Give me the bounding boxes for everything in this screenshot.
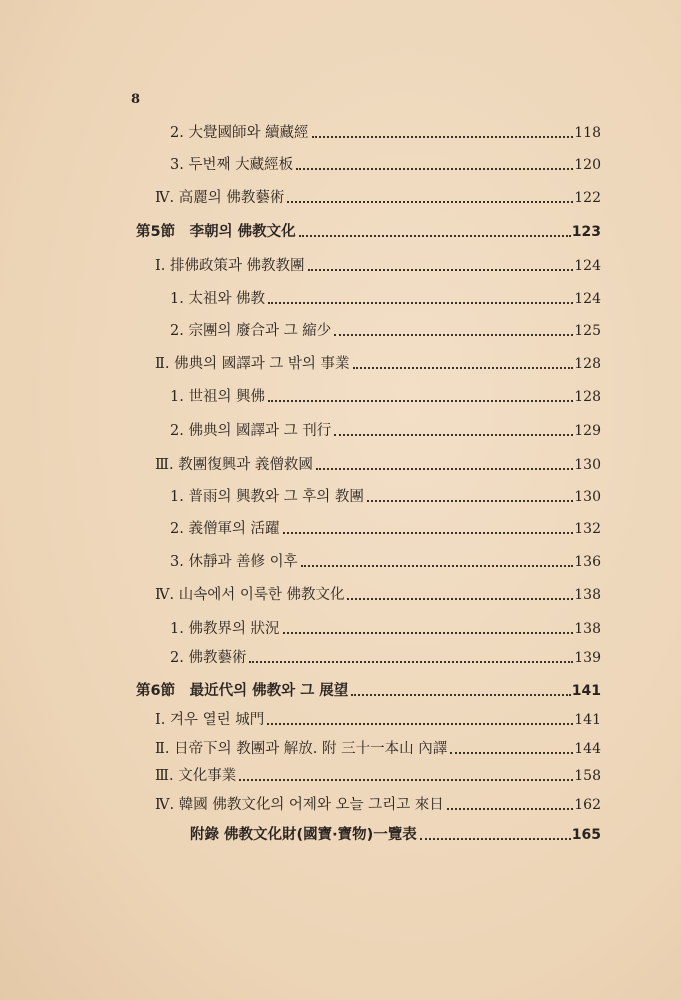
dot-leader <box>249 661 573 663</box>
dot-leader <box>334 434 573 436</box>
toc-entry-title: 2. 義僧軍의 活躍 <box>170 521 280 537</box>
toc-entry <box>170 552 601 572</box>
toc-entry-page: 141 <box>574 712 601 728</box>
dot-leader <box>420 838 571 840</box>
toc-entry <box>136 222 601 242</box>
toc-entry-title: 2. 佛教藝術 <box>170 650 247 666</box>
toc-entry-page: 124 <box>574 258 601 274</box>
toc-entry-title: 3. 두번째 大藏經板 <box>170 157 294 173</box>
toc-entry-title: Ⅰ. 겨우 열린 城門 <box>155 712 265 728</box>
toc-entry-page: 139 <box>574 650 601 666</box>
toc-entry <box>170 619 601 639</box>
dot-leader <box>283 532 574 534</box>
toc-entry <box>170 155 601 175</box>
toc-entry-page: 141 <box>571 683 601 699</box>
toc-entry-title: 1. 普雨의 興教와 그 후의 教團 <box>170 489 364 505</box>
dot-leader <box>367 500 573 502</box>
toc-entry-page: 120 <box>574 157 601 173</box>
toc-entry <box>170 648 601 668</box>
toc-entry-title: 2. 宗團의 廢合과 그 縮少 <box>170 323 332 339</box>
toc-entry-title: Ⅰ. 排佛政策과 佛教教團 <box>155 258 305 274</box>
toc-entry <box>170 387 601 407</box>
toc-entry-page: 125 <box>574 323 601 339</box>
toc-entry-title: 3. 休靜과 善修 이후 <box>170 554 298 570</box>
toc-entry <box>170 519 601 539</box>
dot-leader <box>267 723 573 725</box>
toc-entry-page: 162 <box>574 797 601 813</box>
dot-leader <box>351 694 571 696</box>
toc-entry-page: 158 <box>574 768 601 784</box>
toc-entry-page: 128 <box>574 356 601 372</box>
toc-entry-title: Ⅲ. 教團復興과 義僧救國 <box>155 457 313 473</box>
toc-entry-title: Ⅲ. 文化事業 <box>155 768 237 784</box>
toc-entry-page: 123 <box>571 224 601 240</box>
toc-entry <box>170 123 601 143</box>
dot-leader <box>450 752 573 754</box>
toc-entry <box>170 487 601 507</box>
toc-entry-title: Ⅳ. 高麗의 佛教藝術 <box>155 190 285 206</box>
toc-entry <box>155 739 601 759</box>
dot-leader <box>299 235 571 237</box>
toc-entry-page: 138 <box>574 621 601 637</box>
dot-leader <box>353 367 574 369</box>
toc-entry <box>170 421 601 441</box>
toc-entry-title: 2. 大覺國師와 續藏經 <box>170 125 309 141</box>
dot-leader <box>268 400 573 402</box>
toc-entry-title: Ⅳ. 韓國 佛教文化의 어제와 오늘 그리고 來日 <box>155 797 444 813</box>
toc-entry-title: 第5節 李朝의 佛教文化 <box>136 224 296 240</box>
dot-leader <box>316 468 573 470</box>
dot-leader <box>268 302 573 304</box>
dot-leader <box>334 334 573 336</box>
toc-entry-title: 附錄 佛教文化財(國寶·寶物)一覽表 <box>190 827 417 843</box>
toc-entry-page: 128 <box>574 389 601 405</box>
dot-leader <box>301 565 574 567</box>
dot-leader <box>296 168 573 170</box>
toc-entry-page: 132 <box>574 521 601 537</box>
toc-entry <box>170 321 601 341</box>
toc-entry-page: 124 <box>574 291 601 307</box>
toc-entry <box>155 766 601 786</box>
toc-entry-title: 1. 太祖와 佛教 <box>170 291 266 307</box>
dot-leader <box>347 598 573 600</box>
dot-leader <box>308 269 574 271</box>
toc-entry <box>155 710 601 730</box>
toc-entry-title: Ⅳ. 山속에서 이룩한 佛教文化 <box>155 587 345 603</box>
toc-entry <box>170 289 601 309</box>
toc-entry-page: 144 <box>574 741 601 757</box>
toc-entry <box>155 256 601 276</box>
toc-entry <box>155 585 601 605</box>
dot-leader <box>287 201 573 203</box>
toc-entry-page: 130 <box>574 457 601 473</box>
toc-entry <box>155 795 601 815</box>
toc-entry-page: 118 <box>574 125 601 141</box>
toc-entry-title: Ⅱ. 佛典의 國譯과 그 밖의 事業 <box>155 356 350 372</box>
toc-entry-page: 165 <box>571 827 601 843</box>
toc-entry-title: 2. 佛典의 國譯과 그 刊行 <box>170 423 332 439</box>
toc-entry-title: Ⅱ. 日帝下의 教團과 解放. 附 三十一本山 內譯 <box>155 741 448 757</box>
page-number: 8 <box>131 92 141 107</box>
toc-entry-page: 129 <box>574 423 601 439</box>
dot-leader <box>239 779 573 781</box>
toc-entry-page: 136 <box>574 554 601 570</box>
dot-leader <box>447 808 573 810</box>
dot-leader <box>312 136 574 138</box>
toc-entry-page: 122 <box>574 190 601 206</box>
toc-entry <box>136 681 601 701</box>
toc-entry <box>155 455 601 475</box>
toc-entry-page: 130 <box>574 489 601 505</box>
toc-entry-title: 1. 佛教界의 狀況 <box>170 621 280 637</box>
toc-entry <box>190 825 601 845</box>
toc-entry <box>155 188 601 208</box>
toc-entry-page: 138 <box>574 587 601 603</box>
toc-entry-title: 1. 世祖의 興佛 <box>170 389 266 405</box>
toc-entry <box>155 354 601 374</box>
dot-leader <box>283 632 574 634</box>
toc-entry-title: 第6節 最近代의 佛教와 그 展望 <box>136 683 349 699</box>
